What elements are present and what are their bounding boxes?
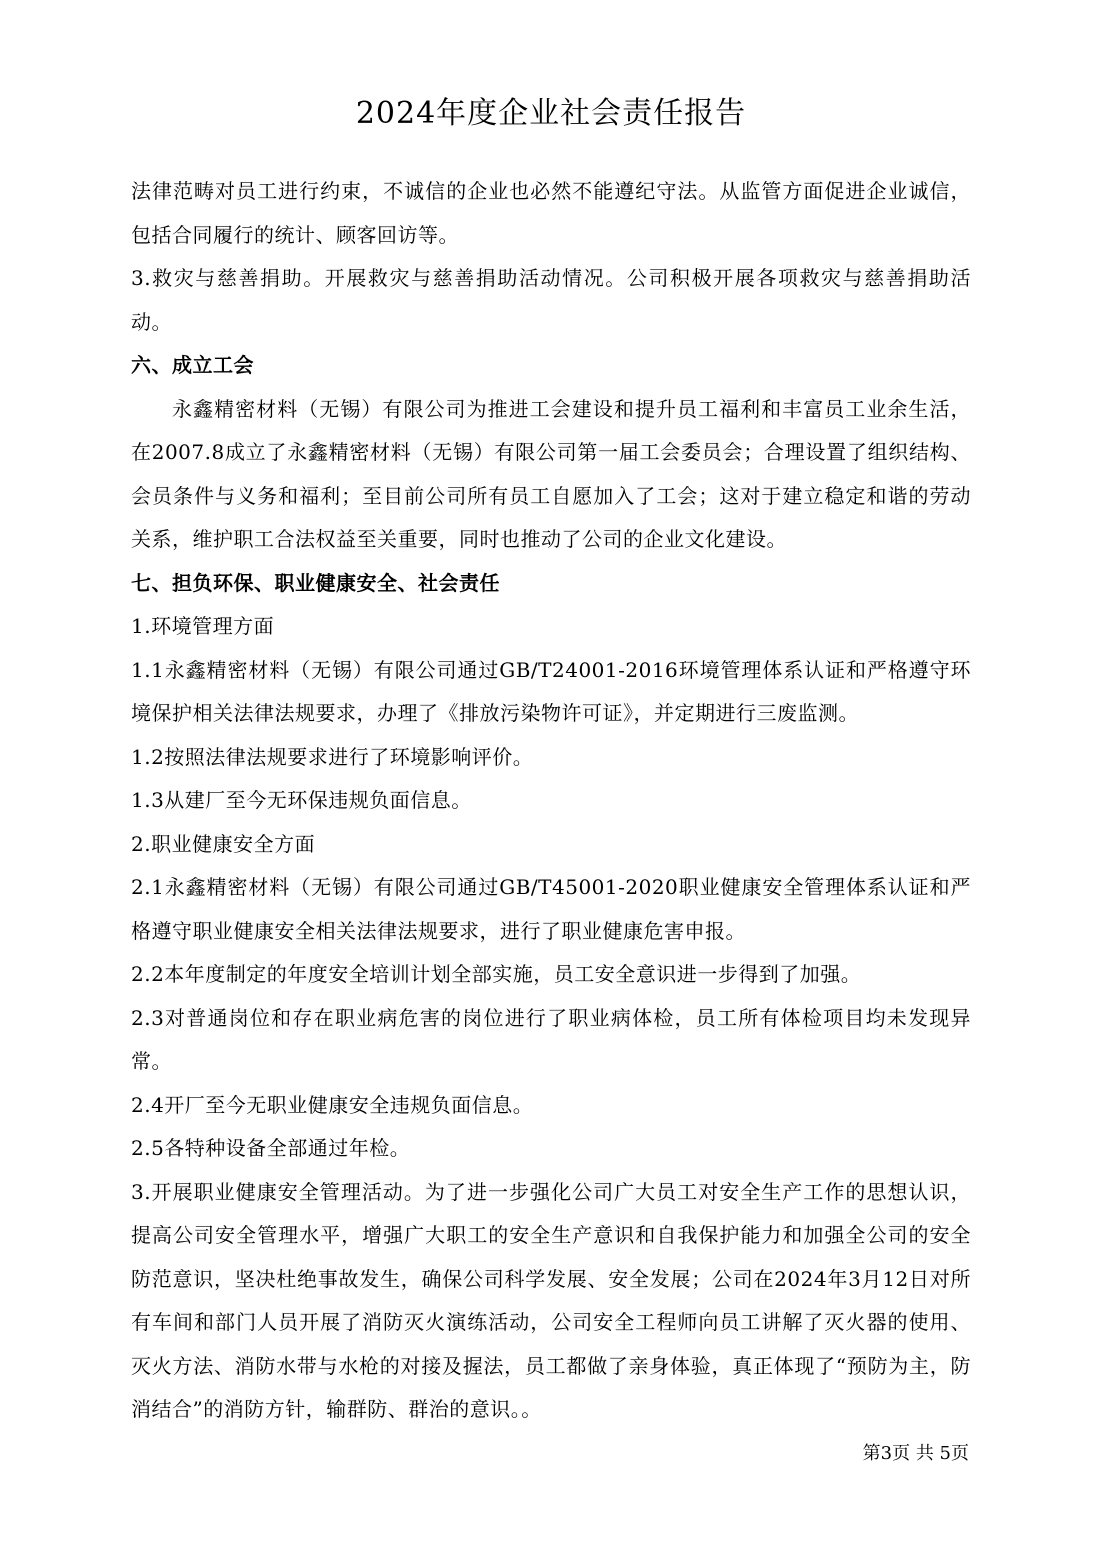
paragraph: 2.2本年度制定的年度安全培训计划全部实施，员工安全意识进一步得到了加强。: [131, 962, 862, 986]
paragraph: 1.环境管理方面: [131, 614, 275, 638]
paragraph: 法律范畴对员工进行约束，不诚信的企业也必然不能遵纪守法。从监管方面促进企业诚信，包括合同履行的统计、顾客回访等。: [131, 179, 971, 247]
paragraph: 1.3从建厂至今无环保违规负面信息。: [131, 788, 472, 812]
paragraph: 2.4开厂至今无职业健康安全违规负面信息。: [131, 1092, 534, 1117]
paragraph: 1.1永鑫精密材料（无锡）有限公司通过GB/T24001-2016环境管理体系认证和严格遵守环境保护相关法律法规要求，办理了《排放污染物许可证》，并定期进行三废监测。: [131, 657, 971, 725]
paragraph: 1.2按照法律法规要求进行了环境影响评价。: [131, 744, 534, 769]
paragraph: 3.开展职业健康安全管理活动。为了进一步强化公司广大员工对安全生产工作的思想认识，提高公司安全管理水平，增强广大职工的安全生产意识和自我保护能力和加强全公司的安全防范意识，坚决杜绝事故发生，确保公司科学发展、安全发展；公司在2024年3月12日对所有车间和部门人员开展了消防灭火演练活动，公司安全工程师向员工讲解了灭火器的使用、灭火方法、消防水带与水枪的对接及握法，员工都做了亲身体验，真正体现了“预防为主，防消结合”的消防方针，输群防、群治的意识。。: [131, 1179, 971, 1421]
paragraph: 3.救灾与慈善捐助。开展救灾与慈善捐助活动情况。公司积极开展各项救灾与慈善捐助活动。: [131, 266, 971, 334]
section-heading: 六、成立工会: [131, 353, 254, 377]
paragraph: 2.3对普通岗位和存在职业病危害的岗位进行了职业病体检，员工所有体检项目均未发现异常。: [131, 1005, 971, 1073]
page-title: 2024年度企业社会责任报告: [355, 96, 747, 131]
page-number: 第3页 共 5页: [862, 1443, 969, 1464]
paragraph: 2.5各特种设备全部通过年检。: [131, 1136, 411, 1160]
paragraph: 2.职业健康安全方面: [131, 831, 316, 856]
section-heading: 七、担负环保、职业健康安全、社会责任: [131, 570, 500, 595]
document-body: [131, 170, 971, 1432]
paragraph: 永鑫精密材料（无锡）有限公司为推进工会建设和提升员工福利和丰富员工业余生活，在2007.8成立了永鑫精密材料（无锡）有限公司第一届工会委员会；合理设置了组织结构、会员条件与义务和福利；至目前公司所有员工自愿加入了工会；这对于建立稳定和谐的劳动关系，维护职工合法权益至关重要，同时也推动了公司的企业文化建设。: [131, 396, 971, 551]
paragraph: 2.1永鑫精密材料（无锡）有限公司通过GB/T45001-2020职业健康安全管理体系认证和严格遵守职业健康安全相关法律法规要求，进行了职业健康危害申报。: [131, 875, 971, 943]
